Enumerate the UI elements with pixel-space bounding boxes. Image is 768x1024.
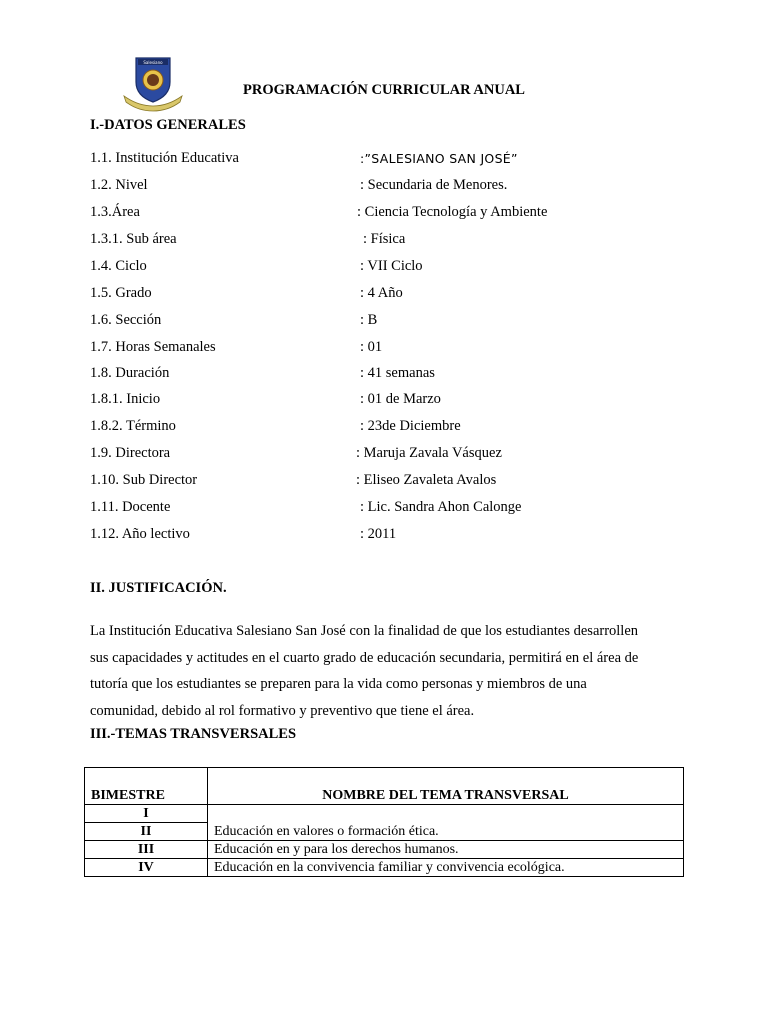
paragraph-line: sus capacidades y actitudes en el cuarto grado de educación secundaria, permitirá en el área de (90, 649, 639, 666)
data-row-termino (90, 418, 690, 438)
section-3-heading: III.-TEMAS TRANSVERSALES (90, 726, 297, 742)
data-row-docente (90, 499, 690, 519)
paragraph-line: comunidad, debido al rol formativo y preventivo que tiene el área. (90, 702, 475, 719)
tema-cell: Educación en valores o formación ética. (208, 805, 684, 841)
data-row-ciclo (90, 258, 690, 278)
data-row-sub-director (90, 472, 690, 492)
row-label: 1.10. Sub Director (90, 472, 198, 488)
justification-paragraph (90, 618, 680, 724)
row-label: 1.7. Horas Semanales (90, 339, 216, 355)
row-label: 1.5. Grado (90, 285, 152, 301)
row-value: : 23de Diciembre (360, 418, 461, 434)
table-header-row (85, 768, 684, 805)
row-label: 1.9. Directora (90, 445, 171, 461)
row-value: : Lic. Sandra Ahon Calonge (360, 499, 522, 515)
data-row-institucion (90, 150, 690, 170)
column-header-bimestre: BIMESTRE (85, 768, 208, 805)
row-value: : Secundaria de Menores. (360, 177, 508, 193)
bimestre-cell: I (85, 805, 208, 823)
row-value: : 2011 (360, 526, 397, 542)
row-value: : 41 semanas (360, 365, 435, 381)
row-value: : 4 Año (360, 285, 403, 301)
row-value: : Ciencia Tecnología y Ambiente (357, 204, 548, 220)
row-label: 1.3.Área (90, 204, 140, 220)
row-label: 1.8.1. Inicio (90, 391, 161, 407)
row-label: 1.8.2. Término (90, 418, 176, 434)
table-row (85, 805, 684, 823)
paragraph-line: La Institución Educativa Salesiano San José con la finalidad de que los estudiantes desarrollen (90, 623, 639, 639)
data-row-seccion (90, 312, 690, 332)
data-row-inicio (90, 391, 690, 411)
bimestre-cell: III (85, 841, 208, 859)
row-label: 1.1. Institución Educativa (90, 150, 239, 166)
data-row-directora (90, 445, 690, 465)
bimestre-cell: IV (85, 859, 208, 877)
data-row-nivel (90, 177, 690, 197)
row-label: 1.12. Año lectivo (90, 526, 190, 542)
row-value: : Eliseo Zavaleta Avalos (356, 472, 497, 488)
row-value: : VII Ciclo (360, 258, 423, 274)
row-label: 1.8. Duración (90, 365, 170, 381)
row-value: : Maruja Zavala Vásquez (356, 445, 502, 461)
row-label: 1.3.1. Sub área (90, 231, 177, 247)
row-label: 1.11. Docente (90, 499, 171, 515)
paragraph-line: tutoría que los estudiantes se preparen para la vida como personas y miembros de una (90, 676, 587, 692)
data-row-grado (90, 285, 690, 305)
data-row-ano-lectivo (90, 526, 690, 546)
transversal-topics-table (84, 767, 684, 877)
data-row-sub-area (90, 231, 690, 251)
row-label: 1.2. Nivel (90, 177, 148, 193)
row-value: :”SALESIANO SAN JOSÉ” (360, 151, 518, 166)
row-value: : 01 (360, 339, 383, 355)
data-row-area (90, 204, 690, 224)
tema-cell: Educación en la convivencia familiar y convivencia ecológica. (208, 859, 684, 877)
svg-text:Salesiano: Salesiano (143, 60, 163, 65)
data-row-horas-semanales (90, 339, 690, 359)
section-2-heading: II. JUSTIFICACIÓN. (90, 580, 227, 596)
document-title: PROGRAMACIÓN CURRICULAR ANUAL (243, 82, 525, 98)
tema-cell: Educación en y para los derechos humanos. (208, 841, 684, 859)
section-1-heading: I.-DATOS GENERALES (90, 117, 246, 133)
row-label: 1.4. Ciclo (90, 258, 147, 274)
row-value: : 01 de Marzo (360, 391, 441, 407)
bimestre-cell: II (85, 823, 208, 841)
table-row (85, 841, 684, 859)
row-value: : Física (363, 231, 406, 247)
row-label: 1.6. Sección (90, 312, 162, 328)
column-header-tema: NOMBRE DEL TEMA TRANSVERSAL (208, 768, 684, 805)
row-value: : B (360, 312, 378, 328)
data-row-duracion (90, 365, 690, 385)
table-row (85, 859, 684, 877)
